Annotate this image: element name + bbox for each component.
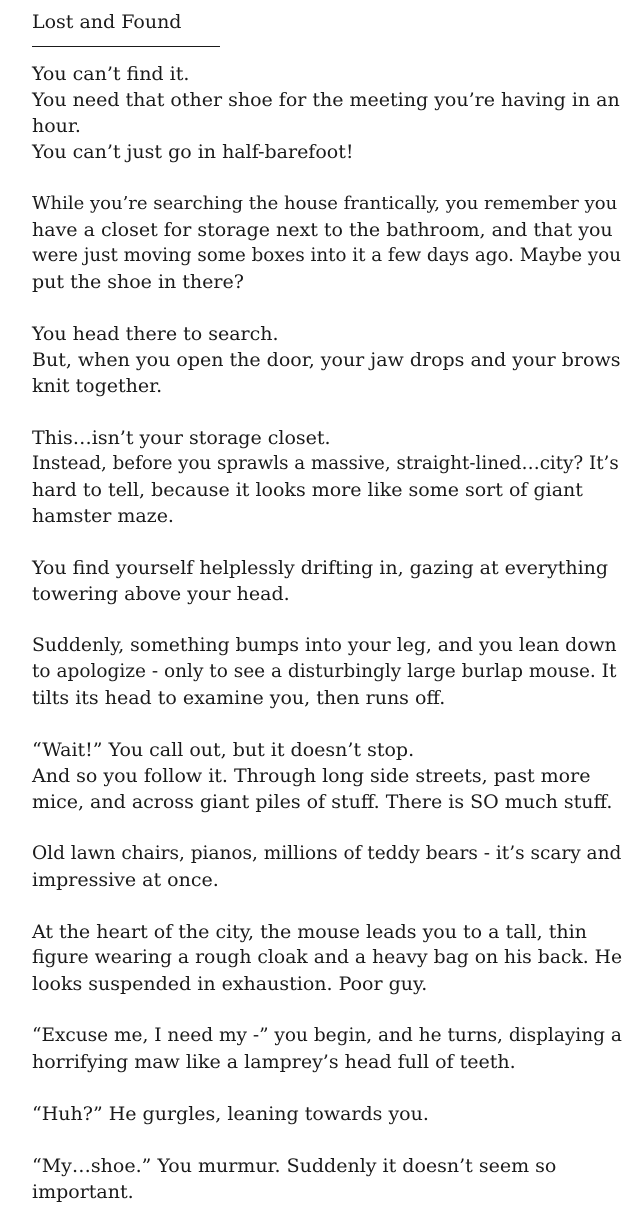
- paragraph: [32, 919, 622, 997]
- paragraph: [32, 633, 622, 711]
- paragraph: [32, 1153, 622, 1205]
- paragraph: [32, 841, 622, 893]
- text-line: put the shoe in there?: [32, 271, 244, 293]
- text-line: You need that other shoe for the meeting you’re having in an: [32, 89, 620, 111]
- paragraph: [32, 61, 622, 165]
- document-title: Lost and Found: [32, 11, 182, 33]
- text-line: to apologize - only to see a disturbingly large burlap mouse. It: [32, 661, 617, 682]
- text-line: have a closet for storage next to the bathroom, and that you: [32, 219, 613, 241]
- text-line: You find yourself helplessly drifting in, gazing at everything: [32, 557, 609, 579]
- text-line: important.: [32, 1181, 134, 1203]
- text-line: You can’t just go in half-barefoot!: [32, 141, 354, 163]
- text-line: looks suspended in exhaustion. Poor guy.: [32, 973, 428, 995]
- text-line: impressive at once.: [32, 869, 219, 891]
- text-line: hamster maze.: [32, 505, 174, 527]
- text-line: You head there to search.: [32, 323, 279, 345]
- text-line: “My…shoe.” You murmur. Suddenly it doesn’t seem so: [32, 1155, 557, 1177]
- text-line: towering above your head.: [32, 583, 290, 605]
- document-page: [32, 8, 622, 1231]
- text-line: hard to tell, because it looks more like some sort of giant: [32, 479, 583, 501]
- text-line: were just moving some boxes into it a few days ago. Maybe you: [32, 245, 621, 266]
- paragraph: [32, 1023, 622, 1075]
- text-line: Instead, before you sprawls a massive, straight-lined…city? It’s: [32, 453, 619, 474]
- text-line: horrifying maw like a lamprey’s head full of teeth.: [32, 1051, 516, 1073]
- title-underline-divider: [32, 46, 220, 47]
- text-line: hour.: [32, 115, 81, 137]
- text-line: tilts its head to examine you, then runs off.: [32, 687, 446, 709]
- text-line: “Huh?” He gurgles, leaning towards you.: [32, 1103, 429, 1125]
- paragraph: [32, 555, 622, 607]
- text-line: At the heart of the city, the mouse leads you to a tall, thin: [32, 921, 587, 943]
- text-line: And so you follow it. Through long side streets, past more: [32, 765, 591, 787]
- text-line: While you’re searching the house frantically, you remember you: [32, 193, 618, 214]
- text-line: “Excuse me, I need my -” you begin, and he turns, displaying a: [32, 1025, 622, 1046]
- text-line: Suddenly, something bumps into your leg, and you lean down: [32, 635, 617, 656]
- paragraph: [32, 1101, 622, 1127]
- paragraph: [32, 191, 622, 295]
- text-line: knit together.: [32, 375, 163, 397]
- text-line: This…isn’t your storage closet.: [32, 427, 331, 449]
- paragraph: [32, 737, 622, 815]
- text-line: But, when you open the door, your jaw drops and your brows: [32, 349, 621, 371]
- text-line: You can’t find it.: [32, 63, 190, 85]
- text-line: “Wait!” You call out, but it doesn’t stop.: [32, 739, 415, 761]
- paragraph: [32, 425, 622, 529]
- text-line: figure wearing a rough cloak and a heavy bag on his back. He: [32, 947, 623, 968]
- paragraph: [32, 321, 622, 399]
- document-body: [32, 61, 622, 1205]
- text-line: mice, and across giant piles of stuff. There is SO much stuff.: [32, 791, 613, 813]
- text-line: Old lawn chairs, pianos, millions of teddy bears - it’s scary and: [32, 843, 622, 864]
